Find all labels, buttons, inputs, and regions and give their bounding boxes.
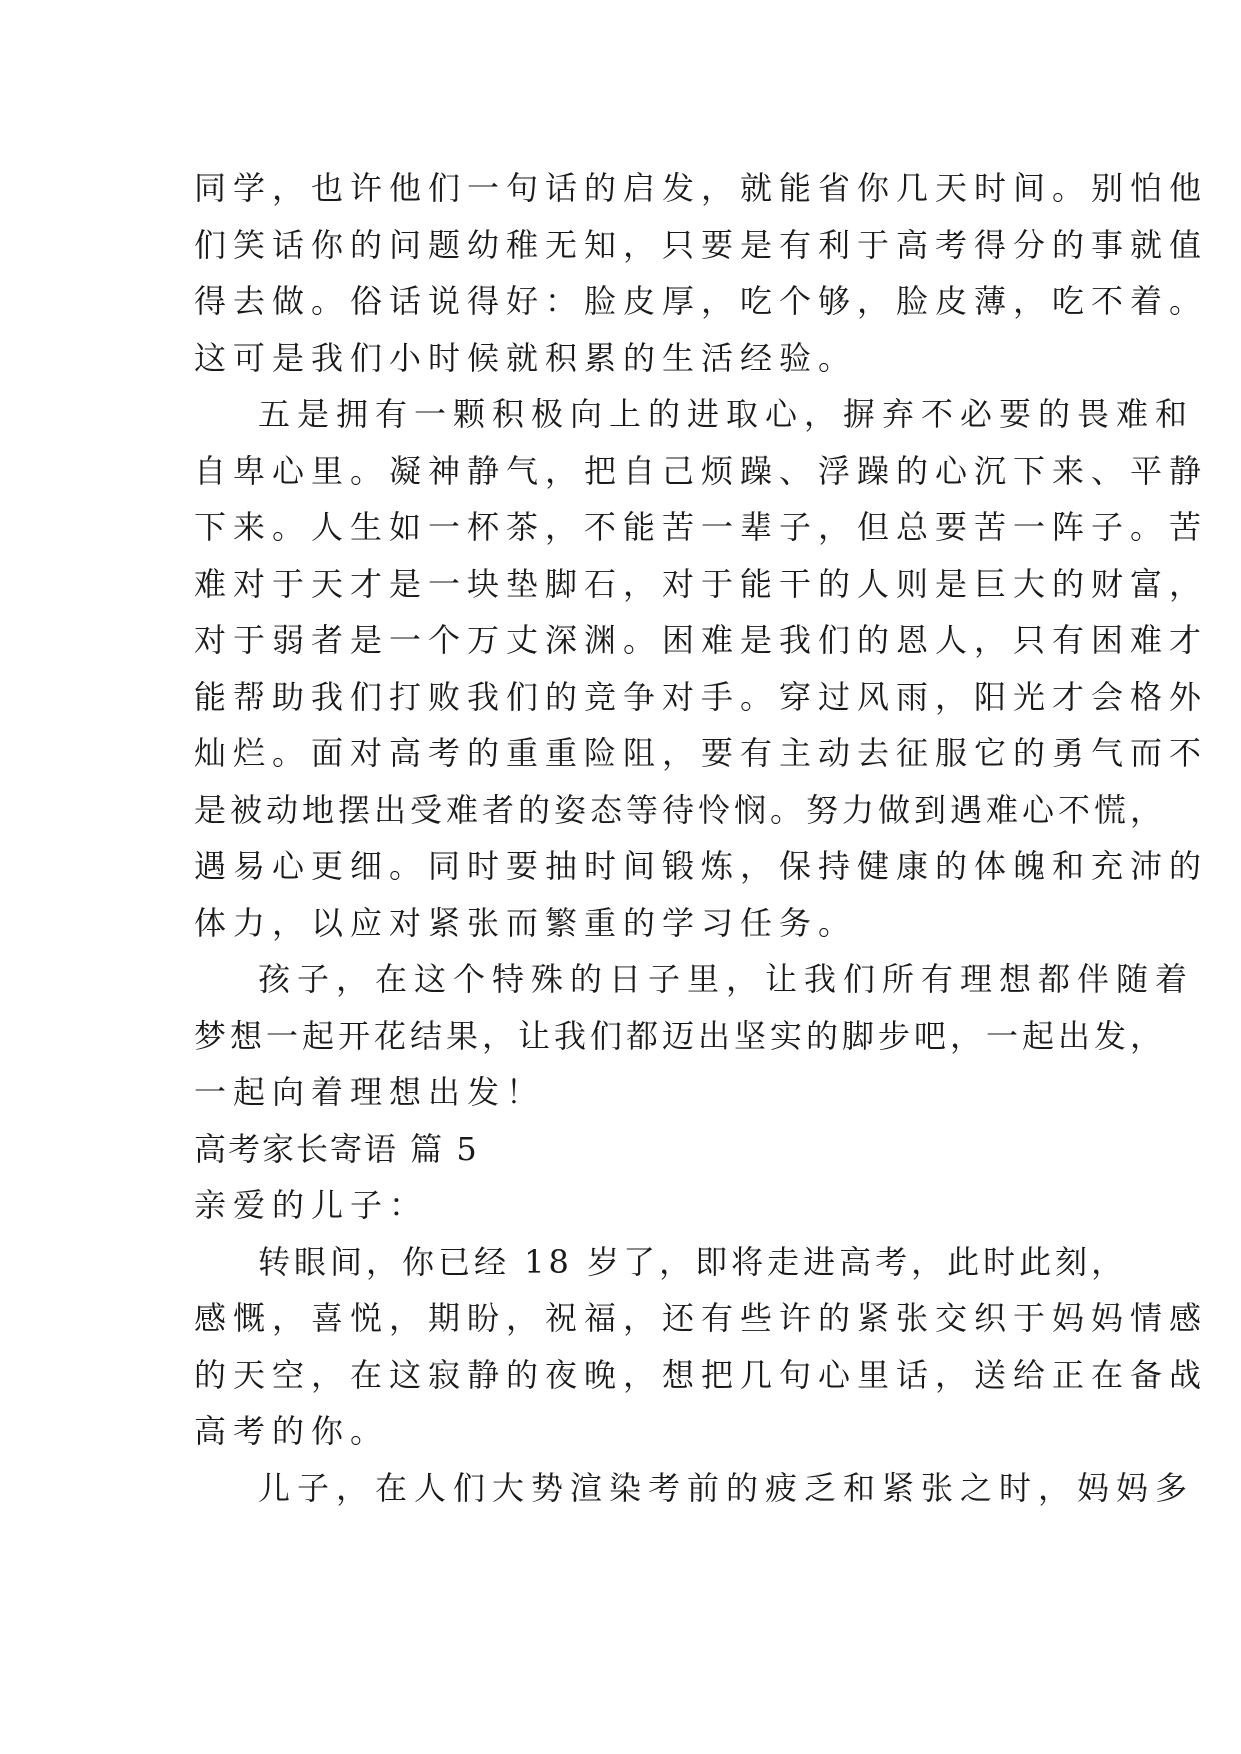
text-line: 转眼间，你已经 18 岁了，即将走进高考，此时此刻，: [258, 1243, 1128, 1281]
text-line: 是被动地摆出受难者的姿态等待怜悯。努力做到遇难心不慌，: [194, 791, 1167, 829]
text-line: 能帮助我们打败我们的竞争对手。穿过风雨，阳光才会格外: [194, 678, 1209, 716]
text-line: 一起向着理想出发！: [194, 1073, 546, 1111]
text-line: 难对于天才是一块垫脚石，对于能干的人则是巨大的财富，: [194, 565, 1209, 603]
text-line: 儿子，在人们大势渲染考前的疲乏和紧张之时，妈妈多: [258, 1469, 1195, 1507]
text-line: 孩子，在这个特殊的日子里，让我们所有理想都伴随着: [258, 960, 1195, 998]
text-line: 灿烂。面对高考的重重险阻，要有主动去征服它的勇气而不: [194, 734, 1209, 772]
text-line: 对于弱者是一个万丈深渊。困难是我们的恩人，只有困难才: [194, 621, 1209, 659]
text-line: 五是拥有一颗积极向上的进取心，摒弃不必要的畏难和: [258, 395, 1195, 433]
text-line: 梦想一起开花结果，让我们都迈出坚实的脚步吧，一起出发，: [194, 1017, 1167, 1055]
text-line: 自卑心里。凝神静气，把自己烦躁、浮躁的心沉下来、平静: [194, 452, 1209, 490]
text-line: 这可是我们小时候就积累的生活经验。: [194, 339, 858, 377]
text-line: 下来。人生如一杯茶，不能苦一辈子，但总要苦一阵子。苦: [194, 508, 1209, 546]
text-line: 得去做。俗话说得好：脸皮厚，吃个够，脸皮薄，吃不着。: [194, 282, 1209, 320]
section-heading: 高考家长寄语 篇 5: [194, 1130, 479, 1168]
text-line: 遇易心更细。同时要抽时间锻炼，保持健康的体魄和充沛的: [194, 847, 1209, 885]
text-line: 同学，也许他们一句话的启发，就能省你几天时间。别怕他: [194, 169, 1209, 207]
text-line: 的天空，在这寂静的夜晚，想把几句心里话，送给正在备战: [194, 1356, 1209, 1394]
text-line: 高考的你。: [194, 1412, 390, 1450]
text-line: 们笑话你的问题幼稚无知，只要是有利于高考得分的事就值: [194, 226, 1209, 264]
text-line: 感慨，喜悦，期盼，祝福，还有些许的紧张交织于妈妈情感: [194, 1299, 1209, 1337]
salutation: 亲爱的儿子：: [194, 1186, 429, 1224]
text-line: 体力，以应对紧张而繁重的学习任务。: [194, 904, 858, 942]
